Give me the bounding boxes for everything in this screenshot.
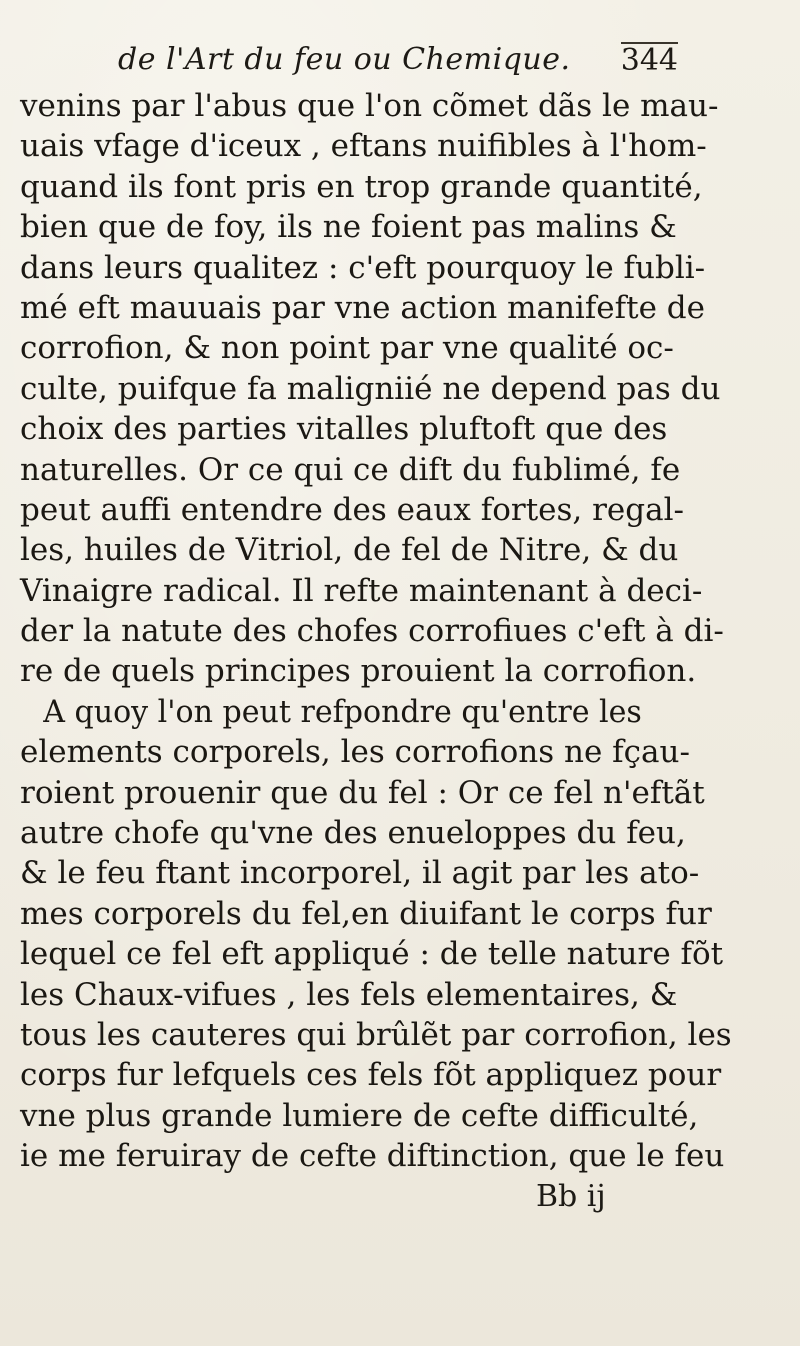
text-line: dans leurs qualitez : c'eft pourquoy le fubli- xyxy=(20,249,706,286)
text-line: mé eft mauuais par vne action manifefte de xyxy=(20,289,705,326)
text-line: tous les cauteres qui brûlẽt par corrofion, les xyxy=(20,1016,732,1053)
text-line: culte, puifque fa maligniié ne depend pas du xyxy=(20,370,721,407)
text-line: mes corporels du fel,en diuifant le corps fur xyxy=(20,895,712,932)
text-line: les Chaux-vifues , les fels elementaires, & xyxy=(20,976,678,1013)
running-head xyxy=(118,42,678,86)
text-line: lequel ce fel eft appliqué : de telle nature fõt xyxy=(20,936,724,973)
text-line: bien que de foy, ils ne foient pas malins & xyxy=(20,209,677,246)
text-line: Vinaigre radical. Il refte maintenant à deci- xyxy=(20,572,703,609)
text-line: venins par l'abus que l'on cõmet dãs le mau- xyxy=(20,88,719,124)
body-text xyxy=(20,86,788,1177)
text-line: corrofion, & non point par vne qualité oc- xyxy=(20,330,674,367)
text-line: elements corporels, les corrofions ne fçau- xyxy=(20,734,690,771)
text-line: & le feu ftant incorporel, il agit par les ato- xyxy=(20,855,700,892)
text-line: choix des parties vitalles pluftoft que des xyxy=(20,411,668,448)
text-line: autre chofe qu'vne des enueloppes du feu, xyxy=(20,815,686,852)
text-line: naturelles. Or ce qui ce dift du fublimé, fe xyxy=(20,451,681,488)
text-line: re de quels principes prouient la corrofion. xyxy=(20,653,697,690)
signature-mark: Bb ij xyxy=(536,1179,606,1214)
running-title: de l'Art du feu ou Chemique. xyxy=(118,42,571,77)
text-line: der la natute des chofes corrofiues c'eft à di- xyxy=(20,613,724,650)
text-line: vne plus grande lumiere de cefte difficulté, xyxy=(20,1097,699,1134)
text-line: les, huiles de Vitriol, de fel de Nitre, & du xyxy=(20,532,679,569)
text-line: quand ils font pris en trop grande quantité, xyxy=(20,168,703,205)
text-line: corps fur lefquels ces fels fõt appliquez pour xyxy=(20,1057,722,1094)
paragraph-start-line: A quoy l'on peut refpondre qu'entre les xyxy=(43,693,642,730)
text-line: ie me feruiray de cefte diftinction, que le feu xyxy=(20,1138,725,1175)
text-line: peut auffi entendre des eaux fortes, regal- xyxy=(20,491,684,528)
text-line: uais vfage d'iceux , eftans nuifibles à l'hom- xyxy=(20,128,707,165)
text-line: roient prouenir que du fel : Or ce fel n'eftãt xyxy=(20,774,705,811)
page-number: 344 xyxy=(620,43,678,78)
